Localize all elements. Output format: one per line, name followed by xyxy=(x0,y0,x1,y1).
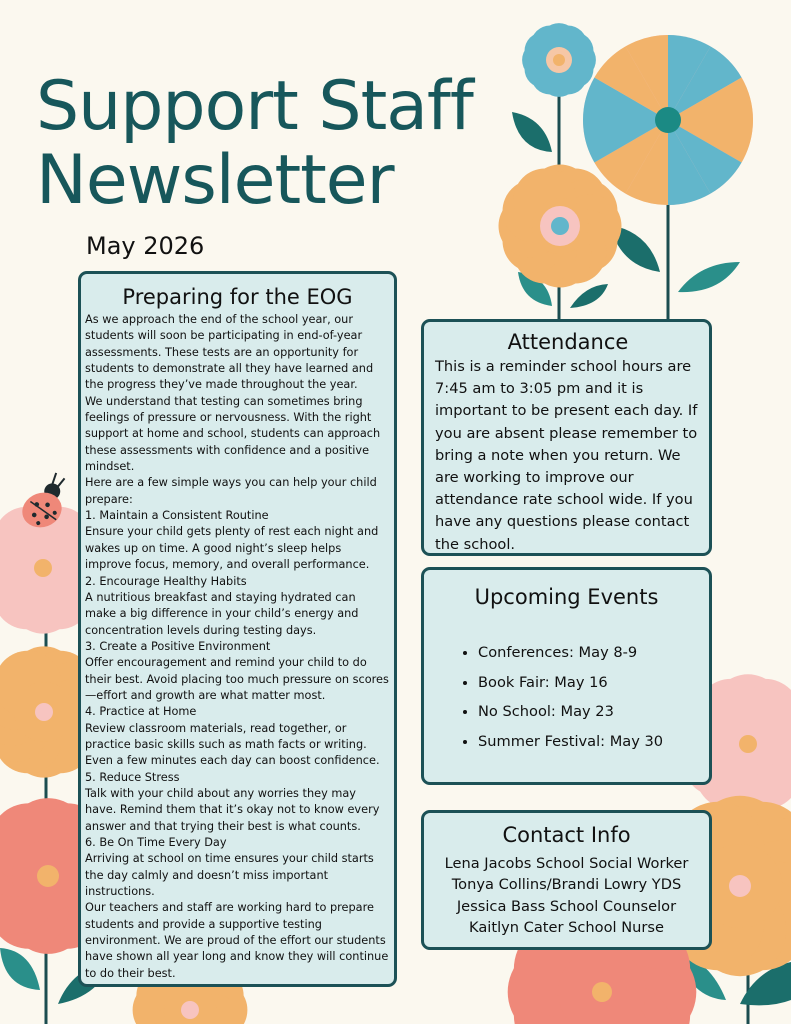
contact-section xyxy=(421,810,712,950)
newsletter-title xyxy=(36,67,473,220)
contact-person: Jessica Bass School Counselor xyxy=(456,897,677,915)
contact-person: Tonya Collins/Brandi Lowry YDS xyxy=(451,876,682,894)
events-list xyxy=(432,638,701,756)
contact-heading: Contact Info xyxy=(502,823,631,847)
events-section xyxy=(421,567,712,785)
attendance-body: This is a reminder school hours are 7:45 am to 3:05 pm and it is important to be present each day. If you are absent please remember to bring a note when you return. We are working to improve our attendance rate school wide. If you have any questions please contact the school. xyxy=(435,358,698,553)
eog-body: As we approach the end of the school year, our students will soon be participating in end-of-year assessments. These tests are an opportunity for students to demonstrate all they have learned and the progress they’ve made throughout the year. We understand that testing can sometimes bring feelings of pressure or nervousness. With the right support at home and school, students can approach these assessments with confidence and a positive mindset. Here are a few simple ways you can help your child prepare: 1. Maintain a Consistent Routine Ensure your child gets plenty of rest each night and wakes up on time. A good night’s sleep helps improve focus, memory, and overall performance. 2. Encourage Healthy Habits A nutritious breakfast and staying hydrated can make a big difference in your child’s energy and concentration levels during testing days. 3. Create a Positive Environment Offer encouragement and remind your child to do their best. Avoid placing too much pressure on scores—effort and growth are what matter most. 4. Practice at Home Review classroom materials, read together, or practice basic skills such as math facts or writing. Even a few minutes each day can boost confidence. 5. Reduce Stress Talk with your child about any worries they may have. Remind them that it’s okay not to know every answer and that trying their best is what counts. 6. Be On Time Every Day Arriving at school on time ensures your child starts the day calmly and doesn’t miss important instructions. Our teachers and staff are working hard to prepare students and provide a supportive testing environment. We are proud of the effort our students have shown all year long and know they will continue to do their best. xyxy=(85,313,389,980)
title-line-2: Newsletter xyxy=(36,141,394,220)
list-item: • No School: May 23 xyxy=(478,697,701,727)
contact-person: Lena Jacobs School Social Worker xyxy=(444,855,689,872)
eog-heading: Preparing for the EOG xyxy=(122,285,353,309)
attendance-heading: Attendance xyxy=(507,330,629,354)
pinwheel-flower-icon xyxy=(583,35,753,205)
events-heading: Upcoming Events xyxy=(474,585,659,609)
flower-icon xyxy=(522,23,596,97)
eog-section xyxy=(78,271,397,987)
list-item: • Conferences: May 8-9 xyxy=(478,638,701,668)
list-item: • Book Fair: May 16 xyxy=(478,668,701,698)
newsletter-date: May 2026 xyxy=(86,232,205,260)
attendance-section xyxy=(421,319,712,556)
contact-person: Kaitlyn Cater School Nurse xyxy=(469,919,664,937)
flower-icon xyxy=(499,165,622,288)
title-line-1: Support Staff xyxy=(36,67,473,146)
list-item: • Summer Festival: May 30 xyxy=(478,727,701,757)
